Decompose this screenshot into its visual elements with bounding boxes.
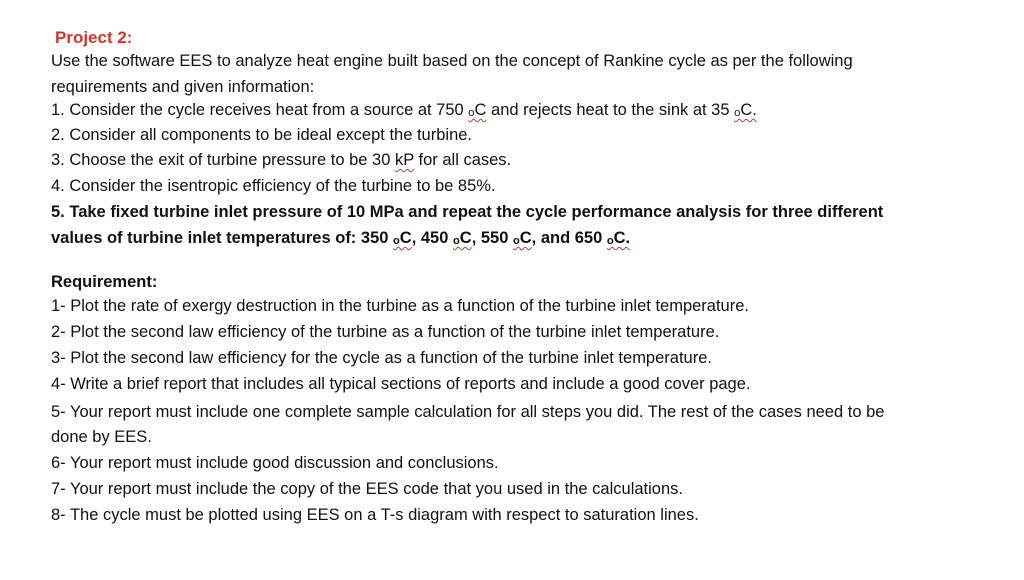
- given-item-4: 4. Consider the isentropic efficiency of the turbine to be 85%.: [51, 177, 496, 195]
- temps-text-a: values of turbine inlet temperatures of: 350: [51, 229, 394, 247]
- requirement-item-8: 8- The cycle must be plotted using EES on a T-s diagram with respect to saturation lines.: [51, 506, 699, 524]
- given-item-1-text-c: and rejects heat to the sink at 35: [486, 101, 735, 119]
- given-item-2: 2. Consider all components to be ideal except the turbine.: [51, 126, 473, 144]
- requirement-item-1: 1- Plot the rate of exergy destruction in the turbine as a function of the turbine inlet temperature.: [51, 297, 749, 315]
- requirement-heading: Requirement:: [51, 273, 158, 291]
- given-item-1-text-a: 1. Consider the cycle receives heat from a source at 750: [51, 101, 469, 119]
- given-item-5: 5. Take fixed turbine inlet pressure of 10 MPa and repeat the cycle performance analysis for three different: [51, 203, 884, 221]
- unit-pressure: kP: [394, 151, 414, 169]
- requirement-item-3: 3- Plot the second law efficiency for the cycle as a function of the turbine inlet temperature.: [51, 349, 712, 367]
- temps-text-c: , 450: [411, 229, 453, 247]
- requirement-item-2: 2- Plot the second law efficiency of the turbine as a function of the turbine inlet temperature.: [51, 323, 720, 341]
- requirement-item-4: 4- Write a brief report that includes all typical sections of reports and include a good cover page.: [51, 375, 751, 393]
- given-item-3-text-a: 3. Choose the exit of turbine pressure to be 30: [51, 151, 395, 169]
- intro-line-1: Use the software EES to analyze heat engine built based on the concept of Rankine cycle as per the following: [51, 52, 853, 70]
- unit-celsius: ₒC: [512, 229, 532, 247]
- requirement-item-7: 7- Your report must include the copy of the EES code that you used in the calculations.: [51, 480, 683, 498]
- unit-celsius: ₒC.: [606, 229, 631, 247]
- unit-celsius: ₒC.: [734, 101, 757, 119]
- given-item-3-text-c: for all cases.: [413, 151, 512, 169]
- unit-celsius: ₒC: [393, 229, 412, 247]
- requirement-item-6: 6- Your report must include good discussion and conclusions.: [51, 454, 499, 472]
- project-title: Project 2:: [55, 28, 133, 47]
- given-item-1: [51, 100, 757, 120]
- temps-text-e: , 550: [471, 229, 513, 247]
- unit-celsius: ₒC: [453, 229, 472, 247]
- given-item-3: [51, 150, 511, 170]
- intro-line-2: requirements and given information:: [51, 78, 315, 96]
- given-item-5-continued: [51, 228, 630, 248]
- requirement-item-5-continued: done by EES.: [51, 428, 152, 446]
- unit-celsius: ₒC: [468, 101, 487, 119]
- temps-text-g: , and 650: [531, 229, 607, 247]
- requirement-item-5: 5- Your report must include one complete sample calculation for all steps you did. The rest of the cases need to be: [51, 403, 885, 421]
